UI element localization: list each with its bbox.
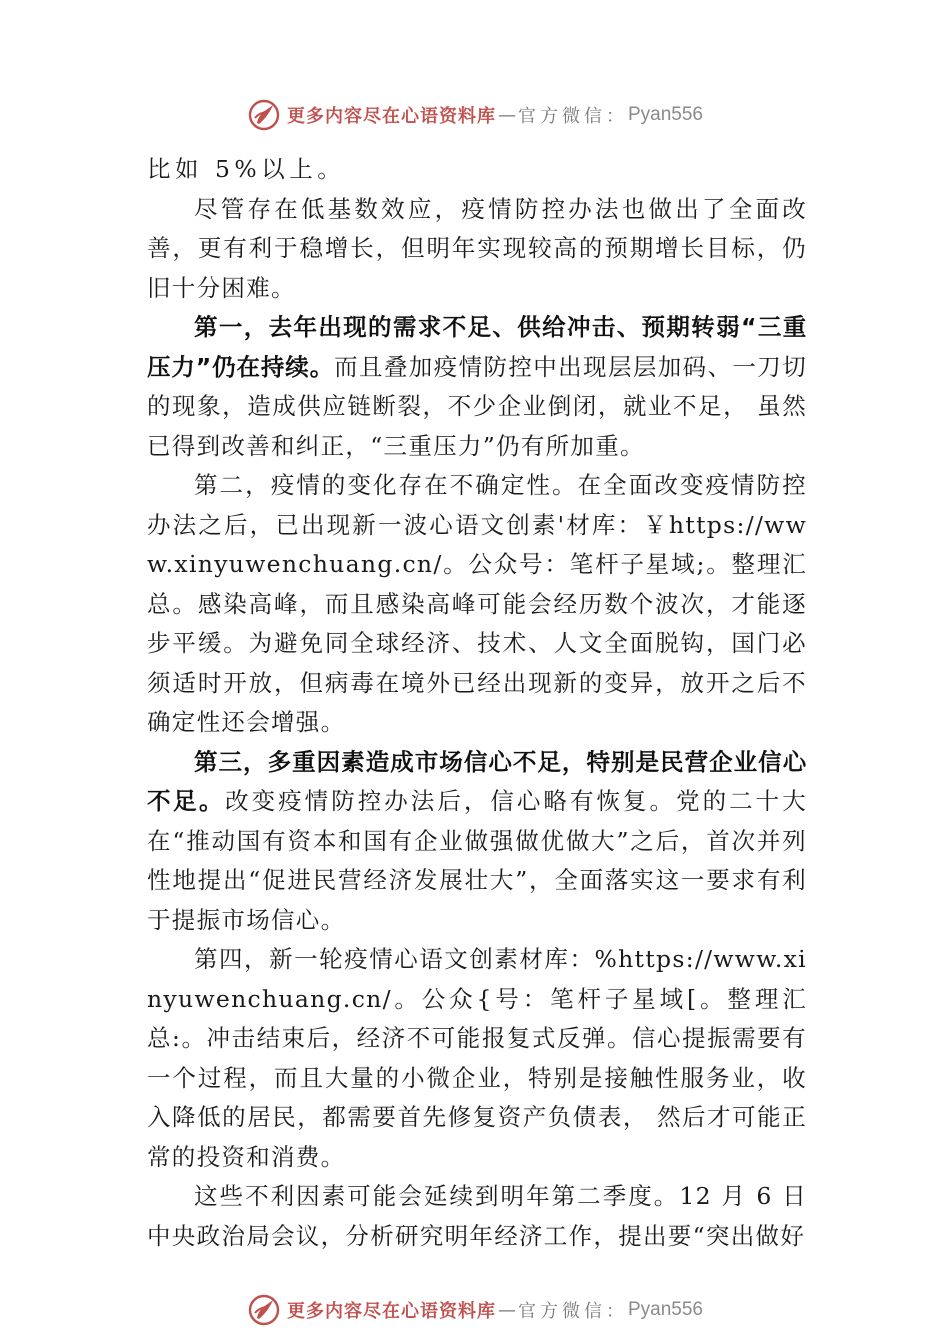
- footer-wechat-id: Pyan556: [627, 1299, 703, 1320]
- footer-wechat-label: 官方微信：: [517, 1301, 628, 1322]
- header-brand: 更多内容尽在心语资料库: [286, 106, 496, 127]
- header-separator: —: [497, 104, 516, 126]
- flame-logo-icon: [247, 1293, 281, 1327]
- footer-separator: —: [497, 1299, 516, 1321]
- document-body: [147, 150, 807, 1256]
- paragraph-1: 比如 5%以上。: [147, 155, 346, 183]
- paragraph-5-heading: 第三，多重因素造成市场信心不足，特别是民营企业信心不足。: [147, 747, 807, 815]
- footer-brand: 更多内容尽在心语资料库: [286, 1301, 496, 1322]
- paragraph-2: 尽管存在低基数效应，疫情防控办法也做出了全面改善，更有利于稳增长，但明年实现较高的预期增长目标，仍旧十分困难。: [147, 194, 807, 302]
- paragraph-6: 第四，新一轮疫情心语文创素材库：%https://www.xinyuwenchuang.cn/。公众{号：笔杆子星域[。整理汇总:。冲击结束后，经济不可能报复式反弹。信心提振需要有一个过程，而且大量的小微企业，特别是接触性服务业，收入降低的居民，都需要首先修复资产负债表， 然后才可能正常的投资和消费。: [147, 945, 807, 1171]
- paragraph-4: 第二，疫情的变化存在不确定性。在全面改变疫情防控办法之后，已出现新一波心语文创素'材库：￥https://www.xinyuwenchuang.cn/。公众号：笔杆子星域;。整理汇总。感染高峰，而且感染高峰可能会经历数个波次，才能逐步平缓。为避免同全球经济、技术、人文全面脱钩，国门必须适时开放，但病毒在境外已经出现新的变异，放开之后不确定性还会增强。: [147, 471, 807, 736]
- paragraph-7: 这些不利因素可能会延续到明年第二季度。12 月 6 日中央政治局会议，分析研究明年经济工作，提出要“突出做好: [147, 1182, 807, 1250]
- paragraph-5: 第三，多重因素造成市场信心不足，特别是民营企业信心不足。改变疫情防控办法后，信心略有恢复。党的二十大在“推动国有资本和国有企业做强做优做大”之后，首次并列性地提出“促进民营经济发展壮大”，全面落实这一要求有利于提振市场信心。: [147, 747, 807, 934]
- paragraph-3: 第一，去年出现的需求不足、供给冲击、预期转弱“三重压力”仍在持续。而且叠加疫情防控中出现层层加码、一刀切的现象，造成供应链断裂，不少企业倒闭，就业不足， 虽然已得到改善和纠正，“三重压力”仍有所加重。: [147, 313, 807, 460]
- footer-banner: [0, 1290, 950, 1330]
- paragraph-3-heading: 第一，去年出现的需求不足、供给冲击、预期转弱“三重压力”仍在持续。: [147, 313, 807, 381]
- flame-logo-icon: [247, 98, 281, 132]
- header-wechat-id: Pyan556: [627, 104, 703, 125]
- header-wechat-label: 官方微信：: [517, 106, 628, 127]
- header-banner: [0, 95, 950, 135]
